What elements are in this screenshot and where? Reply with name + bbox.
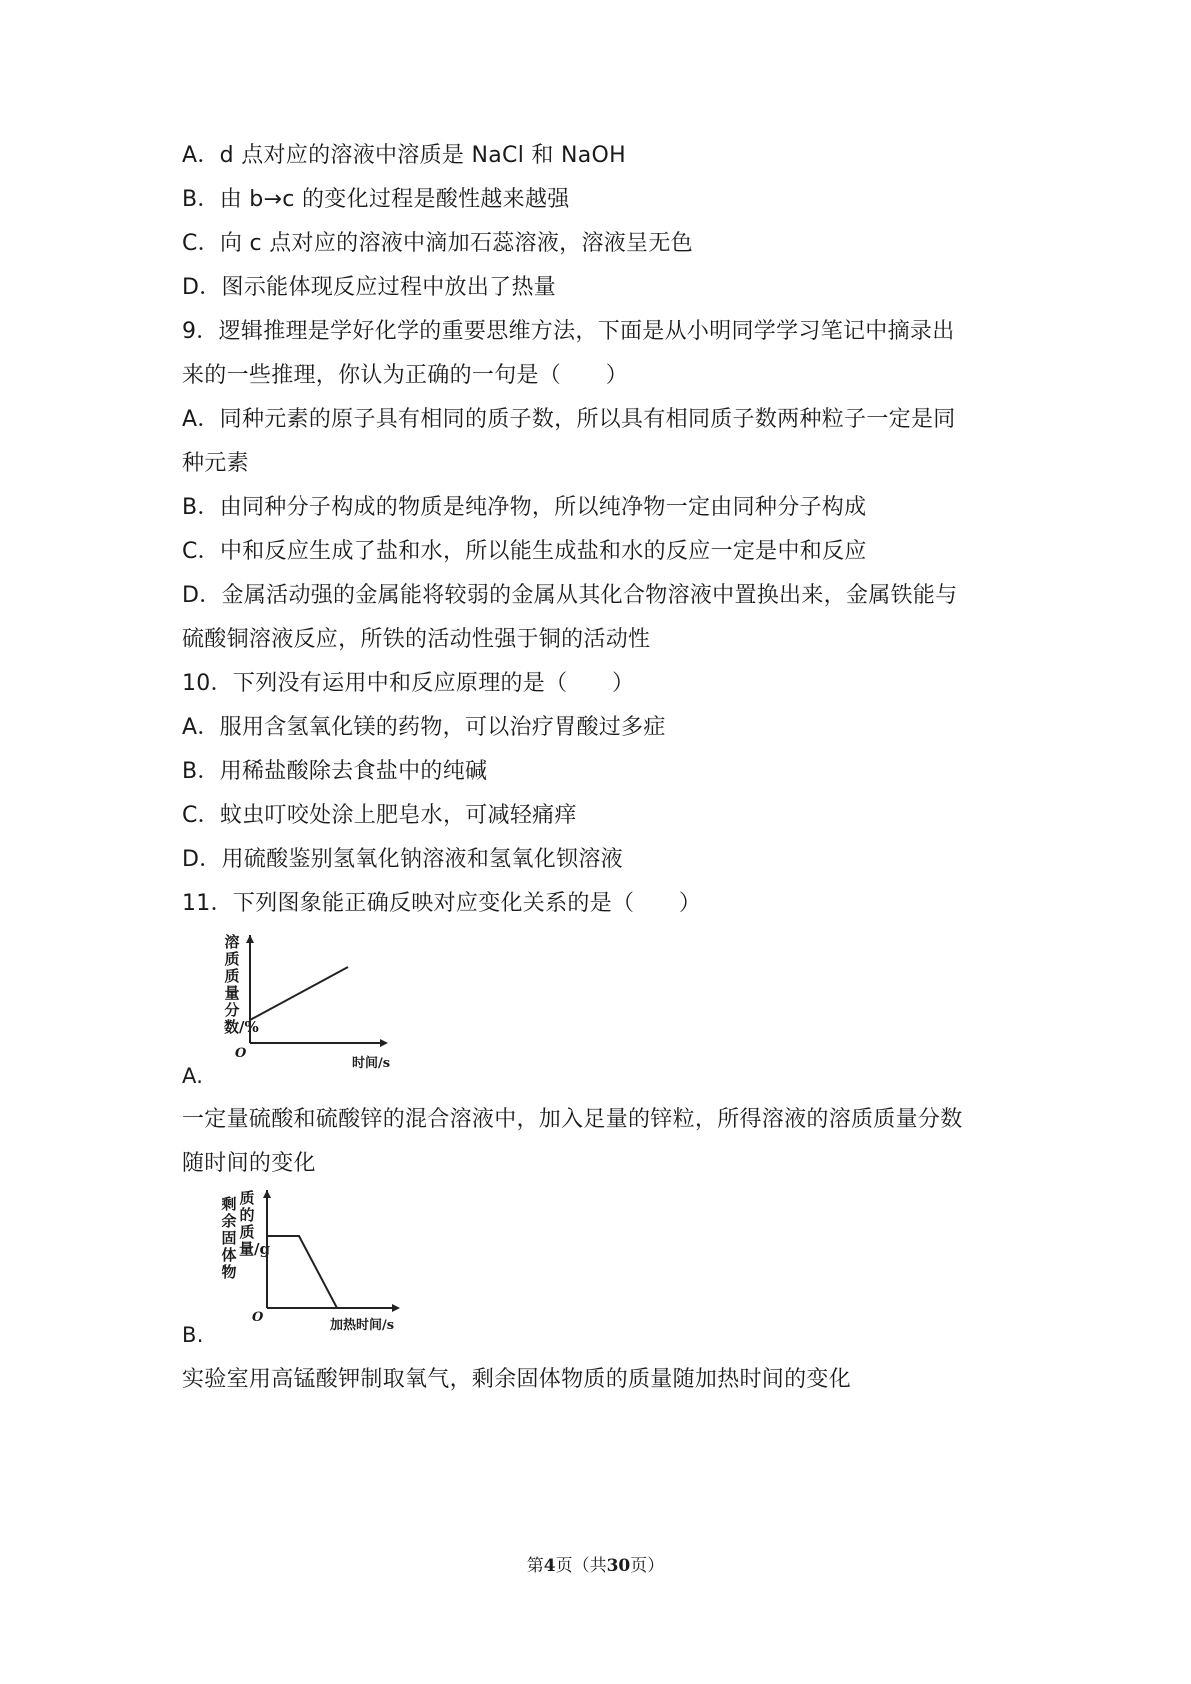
q10-stem: 10．下列没有运用中和反应原理的是（ ） (182, 671, 635, 696)
q9-option-a-line2: 种元素 (182, 451, 249, 476)
graph-b-plot (257, 1190, 407, 1320)
q10-option-d: D．用硫酸鉴别氢氧化钠溶液和氢氧化钡溶液 (182, 847, 623, 872)
graph-b-desc: 实验室用高锰酸钾制取氧气，剩余固体物质的质量随加热时间的变化 (182, 1367, 852, 1392)
q8-option-a: A．d 点对应的溶液中溶质是 NaCl 和 NaOH (182, 143, 626, 168)
footer-prefix: 第 (526, 1556, 544, 1576)
q8-option-c: C．向 c 点对应的溶液中滴加石蕊溶液，溶液呈无色 (182, 231, 693, 256)
q10-option-c: C．蚊虫叮咬处涂上肥皂水，可减轻痛痒 (182, 803, 577, 828)
graph-b-x-arrow (392, 1304, 400, 1312)
graph-b-y-arrow (263, 1190, 271, 1198)
graph-a-ylabel: 溶质质量分数/% (224, 933, 259, 1036)
footer-suffix: 页） (630, 1556, 665, 1576)
graph-b-ylabel-right: 质的质量/g (239, 1189, 270, 1258)
graph-b-ylabel-left: 剩余固体物 (221, 1195, 237, 1281)
graph-a-plot (240, 935, 390, 1055)
q8-option-b: B．由 b→c 的变化过程是酸性越来越强 (182, 187, 570, 212)
graph-b-xlabel: 加热时间/s (330, 1318, 395, 1333)
footer-total-pages: 30 (606, 1556, 631, 1576)
q9-option-d-line1: D．金属活动强的金属能将较弱的金属从其化合物溶液中置换出来，金属铁能与 (182, 583, 958, 608)
footer-page-number: 4 (543, 1556, 556, 1576)
graph-a-desc-line1: 一定量硫酸和硫酸锌的混合溶液中，加入足量的锌粒，所得溶液的溶质质量分数 (182, 1107, 963, 1132)
q11-stem: 11．下列图象能正确反映对应变化关系的是（ ） (182, 891, 702, 916)
q9-option-c: C．中和反应生成了盐和水，所以能生成盐和水的反应一定是中和反应 (182, 539, 867, 564)
graph-b-origin: O (252, 1310, 264, 1325)
graph-b-letter: B. (182, 1323, 204, 1347)
q9-option-d-line2: 硫酸铜溶液反应，所铁的活动性强于铜的活动性 (182, 627, 651, 652)
footer-middle: 页（共 (555, 1556, 607, 1576)
graph-b-curve (267, 1236, 337, 1308)
q8-option-d: D．图示能体现反应过程中放出了热量 (182, 275, 557, 300)
graph-a-letter: A. (182, 1064, 204, 1088)
q10-option-a: A．服用含氢氧化镁的药物，可以治疗胃酸过多症 (182, 715, 666, 740)
graph-a-origin: O (235, 1046, 247, 1061)
q9-stem-line2: 来的一些推理，你认为正确的一句是（ ） (182, 363, 629, 388)
q10-option-b: B．用稀盐酸除去食盐中的纯碱 (182, 759, 488, 784)
graph-a-desc-line2: 随时间的变化 (182, 1151, 316, 1176)
graph-a-xlabel: 时间/s (352, 1056, 391, 1071)
q9-option-b: B．由同种分子构成的物质是纯净物，所以纯净物一定由同种分子构成 (182, 495, 867, 520)
q9-option-a-line1: A．同种元素的原子具有相同的质子数，所以具有相同质子数两种粒子一定是同 (182, 407, 956, 432)
graph-a-curve (250, 967, 348, 1020)
graph-a-y-arrow (246, 935, 254, 943)
q9-stem-line1: 9．逻辑推理是学好化学的重要思维方法，下面是从小明同学学习笔记中摘录出 (182, 319, 955, 344)
graph-a-x-arrow (380, 1039, 388, 1047)
page-footer (0, 1551, 1191, 1576)
